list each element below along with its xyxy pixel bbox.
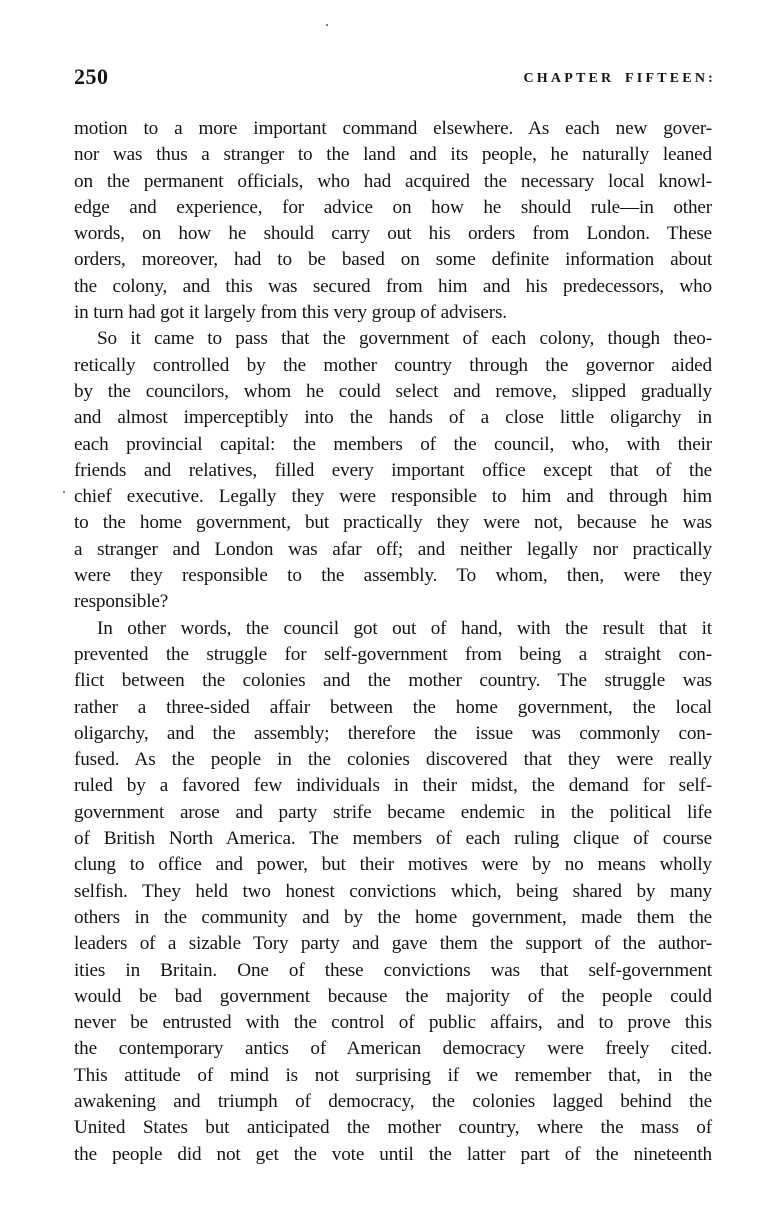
text-line: leaders of a sizable Tory party and gave them the support of the author- xyxy=(74,933,712,955)
chapter-title: CHAPTER FIFTEEN: xyxy=(523,71,716,86)
text-line: United States but anticipated the mother country, where the mass of xyxy=(74,1117,712,1139)
text-line: friends and relatives, filled every important office except that of the xyxy=(74,459,712,481)
text-line: would be bad government because the majority of the people could xyxy=(74,985,712,1007)
text-line: fused. As the people in the colonies discovered that they were really xyxy=(74,749,712,771)
text-line: to the home government, but practically they were not, because he was xyxy=(74,512,712,534)
text-line: never be entrusted with the control of public affairs, and to prove this xyxy=(74,1012,712,1034)
text-line: awakening and triumph of democracy, the colonies lagged behind the xyxy=(74,1090,712,1112)
text-line: on the permanent officials, who had acquired the necessary local knowl- xyxy=(74,170,712,192)
text-line: This attitude of mind is not surprising if we remember that, in the xyxy=(74,1064,712,1086)
page-number: 250 xyxy=(74,64,109,89)
text-line: flict between the colonies and the mother country. The struggle was xyxy=(74,670,712,692)
text-line: the contemporary antics of American democracy were freely cited. xyxy=(74,1038,712,1060)
text-line: by the councilors, whom he could select and remove, slipped gradually xyxy=(74,380,712,402)
text-line: edge and experience, for advice on how he should rule—in other xyxy=(74,196,712,218)
text-line: ruled by a favored few individuals in their midst, the demand for self- xyxy=(74,775,712,797)
running-head xyxy=(74,64,716,96)
body-text xyxy=(74,116,712,1168)
text-line: were they responsible to the assembly. To whom, then, were they xyxy=(74,565,712,587)
text-line: selfish. They held two honest convictions which, being shared by many xyxy=(74,880,712,902)
text-line: responsible? xyxy=(74,591,169,613)
text-line: prevented the struggle for self-government from being a straight con- xyxy=(74,643,712,665)
book-page xyxy=(74,64,716,1168)
text-line: oligarchy, and the assembly; therefore the issue was commonly con- xyxy=(74,722,712,744)
text-line: rather a three-sided affair between the home government, the local xyxy=(74,696,712,718)
text-line: clung to office and power, but their motives were by no means wholly xyxy=(74,854,712,876)
text-line: the colony, and this was secured from him and his predecessors, who xyxy=(74,275,712,297)
paragraph-first-line: In other words, the council got out of hand, with the result that it xyxy=(97,617,712,639)
text-line: nor was thus a stranger to the land and its people, he naturally leaned xyxy=(74,144,712,166)
text-line: orders, moreover, had to be based on some definite information about xyxy=(74,249,712,271)
text-line: retically controlled by the mother country through the governor aided xyxy=(74,354,712,376)
text-line: words, on how he should carry out his orders from London. These xyxy=(74,223,712,245)
print-speck xyxy=(326,24,328,26)
text-line: motion to a more important command elsewhere. As each new gover- xyxy=(74,118,712,139)
margin-speck xyxy=(63,491,65,493)
text-line: each provincial capital: the members of the council, who, with their xyxy=(74,433,712,455)
text-line: and almost imperceptibly into the hands of a close little oligarchy in xyxy=(74,407,712,429)
text-line: of British North America. The members of each ruling clique of course xyxy=(74,828,712,850)
text-line: others in the community and by the home government, made them the xyxy=(74,906,712,928)
text-line: in turn had got it largely from this very group of advisers. xyxy=(74,302,507,324)
text-line: government arose and party strife became endemic in the political life xyxy=(74,801,712,823)
text-line: a stranger and London was afar off; and neither legally nor practically xyxy=(74,538,712,560)
text-line: ities in Britain. One of these convictions was that self-government xyxy=(74,959,712,981)
paragraph-first-line: So it came to pass that the government of each colony, though theo- xyxy=(97,328,712,350)
text-line: chief executive. Legally they were responsible to him and through him xyxy=(74,486,712,508)
text-line: the people did not get the vote until the latter part of the nineteenth xyxy=(74,1143,712,1165)
